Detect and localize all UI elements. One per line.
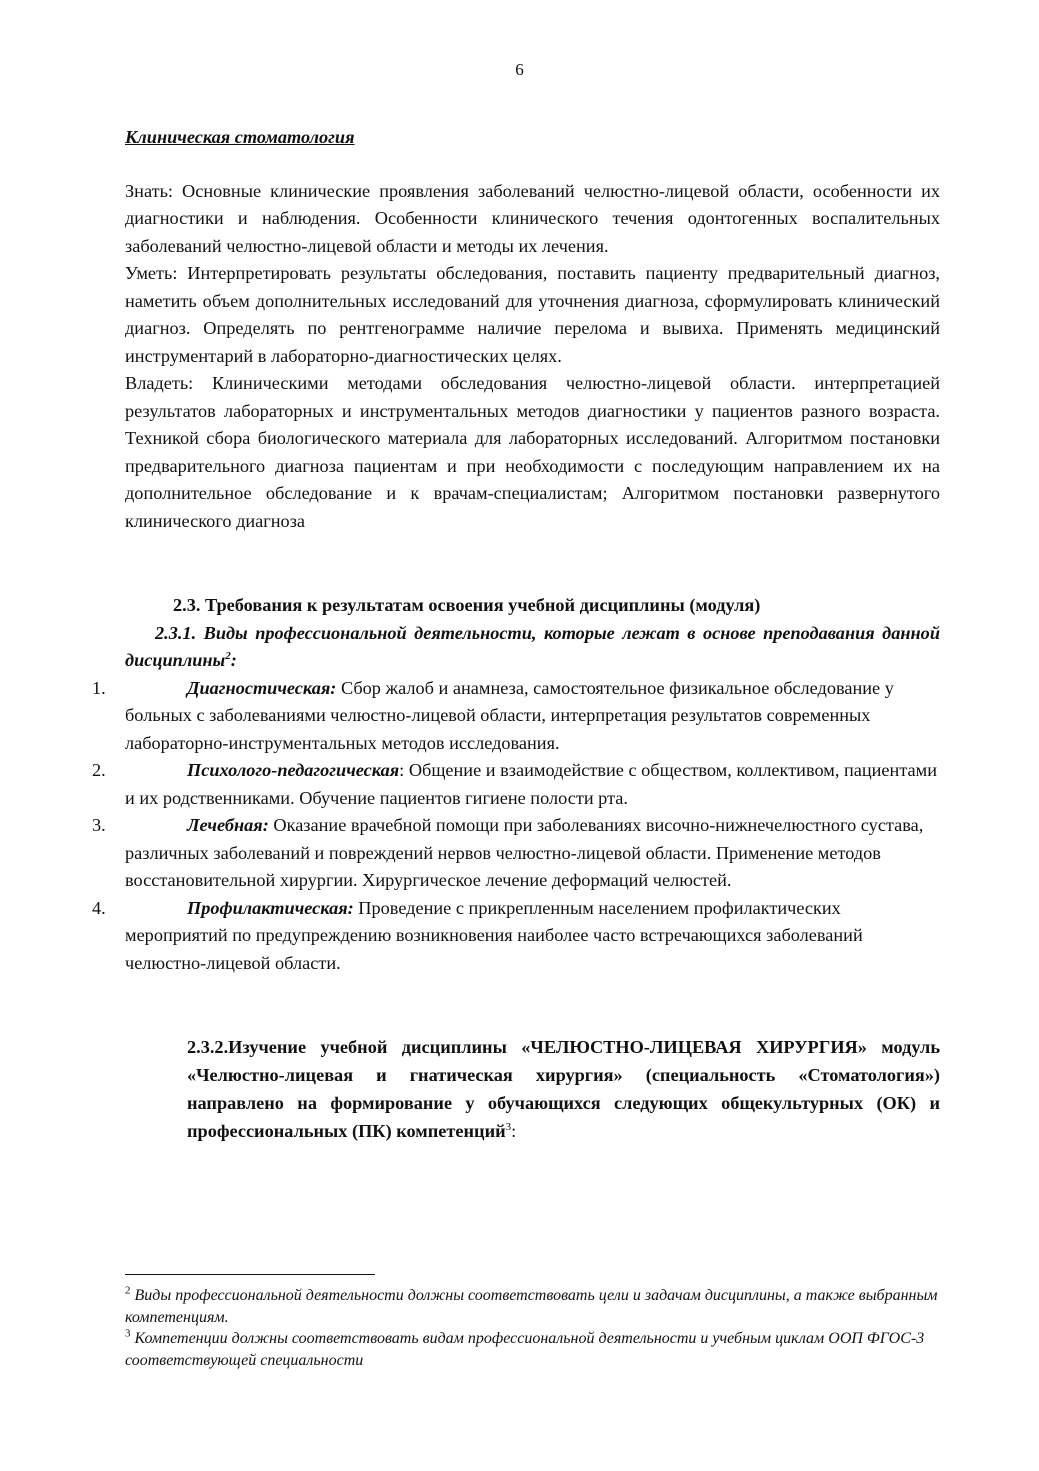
list-item bbox=[92, 675, 940, 758]
list-item-number: 2. bbox=[92, 760, 106, 780]
list-item bbox=[92, 757, 940, 812]
subsection-title-tail: : bbox=[230, 650, 237, 670]
list-item-text: Проведение с прикрепленным населением профилактических мероприятий по предупреждению возникновения наиболее часто встречающихся заболеваний челюстно-лицевой области. bbox=[125, 897, 863, 973]
list-item-label: Лечебная: bbox=[187, 815, 269, 835]
list-item-number: 4. bbox=[92, 897, 106, 918]
section-heading-clinical-dentistry: Клиническая стоматология bbox=[125, 127, 355, 147]
list-item bbox=[92, 895, 940, 978]
activity-list bbox=[92, 675, 940, 978]
list-item-text: Оказание врачебной помощи при заболеваниях височно-нижнечелюстного сустава, различных заболеваний и повреждений нервов челюстно-лицевой области. Применение методов восстановительной хирургии. Хирургическое лечение деформаций челюстей. bbox=[125, 815, 924, 890]
list-item-number: 1. bbox=[92, 677, 106, 698]
list-item-label: Профилактическая: bbox=[187, 897, 354, 918]
footnote-text: Виды профессиональной деятельности должны соответствовать цели и задачам дисциплины, а также выбранным компетенциям. bbox=[125, 1287, 938, 1326]
footnote-separator bbox=[125, 1274, 375, 1275]
subsection-2-3-2-text: 2.3.2.Изучение учебной дисциплины «ЧЕЛЮСТНО-ЛИЦЕВАЯ ХИРУРГИЯ» модуль «Челюстно-лицевая и гнатическая хирургия» (специальность «Стоматология») направлено на формирование у обучающихся следующих общекультурных (ОК) и профессиональных (ПК) компетенций bbox=[187, 1037, 940, 1141]
list-item-label: Диагностическая: bbox=[187, 677, 337, 698]
paragraph-own: Владеть: Клиническими методами обследования челюстно-лицевой области. интерпретацией результатов лабораторных и инструментальных методов диагностики у пациентов разного возраста. Техникой сбора биологического материала для лабораторных исследований. Алгоритмом постановки предварительного диагноза пациентам и при необходимости с последующим направлением их на дополнительное обследование и к врачам-специалистам; Алгоритмом постановки развернутого клинического диагноза bbox=[125, 373, 940, 531]
footnote-2 bbox=[125, 1285, 940, 1328]
footnote-mark: 2 bbox=[125, 1284, 131, 1297]
subsection-2-3-2 bbox=[187, 1033, 940, 1145]
list-item-number: 3. bbox=[92, 815, 106, 835]
page-number: 6 bbox=[515, 60, 524, 79]
subsection-2-3-2-tail: : bbox=[511, 1121, 517, 1141]
page-body bbox=[92, 124, 940, 1145]
paragraph-know: Знать: Основные клинические проявления заболеваний челюстно-лицевой области, особенности их диагностики и наблюдения. Особенности клинического течения одонтогенных воспалительных заболеваний челюстно-лицевой области и методы их лечения. bbox=[125, 180, 940, 256]
footnote-text: Компетенции должны соответствовать видам профессиональной деятельности и учебным циклам ООП ФГОС-3 соответствующей специальности bbox=[125, 1330, 925, 1369]
list-item-label: Психолого-педагогическая bbox=[187, 760, 400, 780]
footnote-3 bbox=[125, 1328, 940, 1371]
footnote-ref-2: 2 bbox=[225, 649, 231, 662]
footnote-ref-3: 3 bbox=[505, 1120, 512, 1133]
list-item-text: : Общение и взаимодействие с обществом, коллективом, пациентами и их родственниками. Обучение пациентов гигиене полости рта. bbox=[125, 760, 938, 808]
section-title-2-3: 2.3. Требования к результатам освоения учебной дисциплины (модуля) bbox=[173, 595, 761, 615]
spacer bbox=[125, 977, 940, 1033]
footnote-mark: 3 bbox=[125, 1327, 131, 1340]
list-item bbox=[92, 812, 940, 895]
spacer bbox=[125, 535, 940, 592]
footnotes bbox=[125, 1274, 940, 1371]
paragraph-can: Уметь: Интерпретировать результаты обследования, поставить пациенту предварительный диагноз, наметить объем дополнительных исследований для уточнения диагноза, сформулировать клинический диагноз. Определять по рентгенограмме наличие перелома и вывиха. Применять медицинский инструментарий в лабораторно-диагностических целях. bbox=[125, 263, 940, 366]
subsection-title-2-3-1 bbox=[125, 620, 940, 675]
subsection-title-text: 2.3.1. Виды профессиональной деятельности, которые лежат в основе преподавания данной дисциплины bbox=[125, 622, 940, 670]
list-item-text: Сбор жалоб и анамнеза, самостоятельное физикальное обследование у больных с заболеваниями челюстно-лицевой области, интерпретация результатов современных лабораторно-инструментальных методов исследования. bbox=[125, 677, 894, 753]
